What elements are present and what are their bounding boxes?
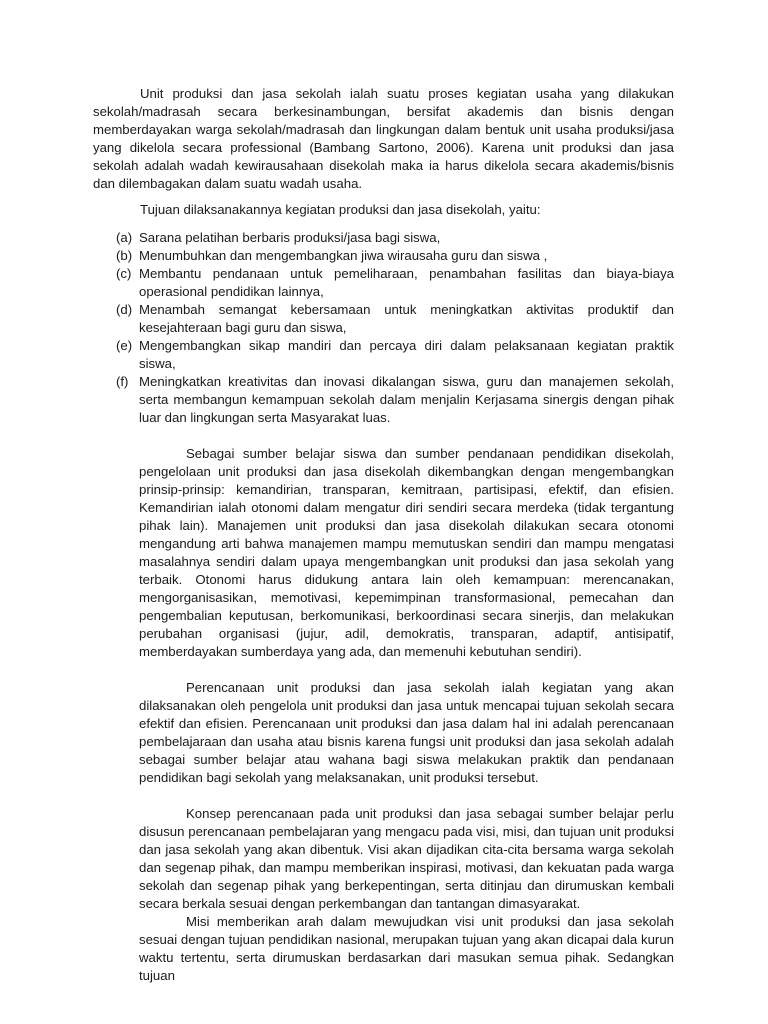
body-paragraph: Konsep perencanaan pada unit produksi dan jasa sebagai sumber belajar perlu disusun perencanaan pembelajaran yang mengacu pada visi, misi, dan tujuan unit produksi dan jasa sekolah yang akan dibentuk. Visi akan dijadikan cita-cita bersama warga sekolah dan segenap pihak, dan mampu memberikan inspirasi, motivasi, dan kekuatan pada warga sekolah dan segenap pihak yang berkepentingan, serta ditinjau dan dirumuskan kembali secara berkala sesuai dengan perkembangan dan tantangan dimasyarakat.: [139, 806, 674, 911]
list-item: [93, 229, 674, 247]
list-marker: (c): [116, 266, 132, 281]
list-item-text: Menambah semangat kebersamaan untuk meningkatkan aktivitas produktif dan kesejahteraan bagi guru dan siswa,: [139, 302, 674, 335]
body-block-concept: [139, 805, 674, 985]
list-marker: (e): [116, 338, 133, 353]
list-marker: (a): [116, 230, 133, 245]
list-marker: (d): [116, 302, 133, 317]
body-paragraph: Misi memberikan arah dalam mewujudkan visi unit produksi dan jasa sekolah sesuai dengan tujuan pendidikan nasional, merupakan tujuan yang akan dicapai dala kurun waktu tertentu, serta dirumuskan berdasarkan dari masukan semua pihak. Sedangkan tujuan: [139, 914, 674, 983]
goals-list: [93, 229, 674, 427]
goals-intro: Tujuan dilaksanakannya kegiatan produksi dan jasa disekolah, yaitu:: [140, 202, 541, 217]
list-marker: (b): [116, 248, 133, 263]
body-paragraph: Sebagai sumber belajar siswa dan sumber pendanaan pendidikan disekolah, pengelolaan unit produksi dan jasa disekolah dikembangkan dengan mengembangkan prinsip-prinsip: kemandirian, transparan, kemitraan, partisipasi, efektif, dan efisien. Kemandirian ialah otonomi dalam mengatur diri sendiri secara merdeka (tidak tergantung pihak lain). Manajemen unit produksi dan jasa disekolah dilakukan secara otonomi mengandung arti bahwa manajemen mampu memutuskan sendiri dan mampu mengatasi masalahnya sendiri dalam upaya mengembangkan unit produksi dan jasa sekolah yang terbaik. Otonomi harus didukung antara lain oleh kemampuan: merencanakan, mengorganisasikan, memotivasi, kepemimpinan transformasional, pemecahan dan pengembalian keputusan, berkomunikasi, berkoordinasi secara sinerjis, dan melakukan perubahan organisasi (jujur, adil, demokratis, transparan, adaptif, antisipatif, memberdayakan sumberdaya yang ada, dan memenuhi kebutuhan sendiri).: [139, 446, 674, 659]
list-item-text: Membantu pendanaan untuk pemeliharaan, penambahan fasilitas dan biaya-biaya operasional pendidikan lainnya,: [139, 266, 674, 299]
list-item-text: Mengembangkan sikap mandiri dan percaya diri dalam pelaksanaan kegiatan praktik siswa,: [139, 338, 674, 371]
body-block-management: [139, 445, 674, 661]
list-item-text: Sarana pelatihan berbaris produksi/jasa bagi siswa,: [139, 230, 441, 245]
list-item: [93, 301, 674, 337]
list-item-text: Meningkatkan kreativitas dan inovasi dikalangan siswa, guru dan manajemen sekolah, serta membangun kemampuan sekolah dalam menjalin Kerjasama sinergis dengan pihak luar dan lingkungan serta Masyarakat luas.: [139, 374, 674, 425]
body-paragraph: Perencanaan unit produksi dan jasa sekolah ialah kegiatan yang akan dilaksanakan oleh pengelola unit produksi dan jasa untuk mencapai tujuan sekolah secara efektif dan efisien. Perencanaan unit produksi dan jasa dalam hal ini adalah perencanaan pembelajaraan dan usaha atau bisnis karena fungsi unit produksi dan jasa sekolah adalah sebagai sumber belajar atau wahana bagi siswa melakukan praktik dan pendanaan pendidikan bagi sekolah yang melaksanakan, unit produksi tersebut.: [139, 680, 674, 785]
body-block-planning: [139, 679, 674, 787]
list-item: [93, 265, 674, 301]
list-item: [93, 337, 674, 373]
list-item-text: Menumbuhkan dan mengembangkan jiwa wirausaha guru dan siswa ,: [139, 248, 548, 263]
list-item: [93, 247, 674, 265]
intro-paragraph: Unit produksi dan jasa sekolah ialah suatu proses kegiatan usaha yang dilakukan sekolah/madrasah secara berkesinambungan, bersifat akademis dan bisnis dengan memberdayakan warga sekolah/madrasah dan lingkungan dalam bentuk unit usaha produksi/jasa yang dikelola secara professional (Bambang Sartono, 2006). Karena unit produksi dan jasa sekolah adalah wadah kewirausahaan disekolah maka ia harus dikelola secara akademis/bisnis dan dilembagakan dalam suatu wadah usaha.: [93, 86, 674, 191]
document-page: [93, 85, 674, 985]
list-marker: (f): [116, 374, 129, 389]
list-item: [93, 373, 674, 427]
